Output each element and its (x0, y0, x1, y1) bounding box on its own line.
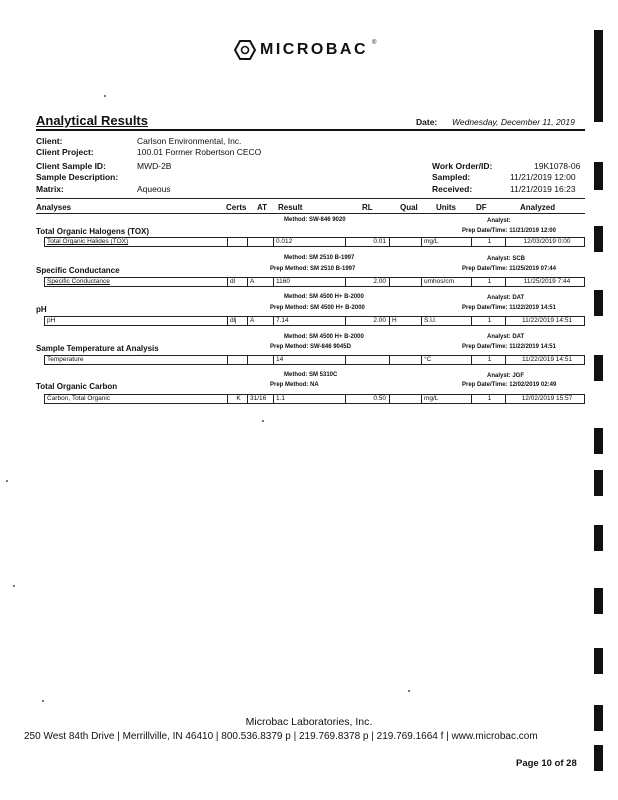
section-prep-method: Prep Method: SM 4500 H+ B-2000 (270, 305, 365, 311)
scan-edge-bar (594, 30, 603, 122)
at-cell: A (247, 277, 273, 287)
section-analyst: Analyst: (487, 218, 511, 224)
qual-cell: H (389, 316, 421, 326)
scan-speck (42, 700, 44, 702)
analyte-cell: pH (47, 317, 56, 324)
col-analyses: Analyses (36, 203, 72, 212)
section-title: pH (36, 305, 47, 314)
units-cell: umhos/cm (421, 277, 471, 287)
df-cell: 1 (471, 355, 505, 365)
units-cell: °C (421, 355, 471, 365)
analyzed-cell: 11/25/2019 7:44 (505, 277, 586, 287)
page-number: Page 10 of 28 (516, 758, 577, 769)
at-cell: 31/16 (247, 394, 273, 404)
scan-speck (408, 690, 410, 692)
qual-cell (389, 237, 421, 247)
result-cell: 1160 (273, 277, 345, 287)
col-result: Result (278, 203, 303, 212)
date-value: Wednesday, December 11, 2019 (452, 117, 575, 127)
page-title: Analytical Results (36, 113, 148, 128)
certs-cell: dlj (227, 316, 247, 326)
scan-edge-bar (594, 525, 603, 551)
rl-cell: 0.50 (345, 394, 389, 404)
sampled-label: Sampled: (432, 172, 471, 182)
scan-edge-bar (594, 162, 603, 190)
scan-edge-bar (594, 290, 603, 316)
section-prep-date: Prep Date/Time: 11/22/2019 14:51 (462, 344, 556, 350)
qual-cell (389, 355, 421, 365)
microbac-logo (234, 40, 376, 60)
table-row (44, 355, 585, 365)
analyte-cell: Temperature (47, 356, 84, 363)
section-method: Method: SM 4500 H+ B-2000 (284, 334, 364, 340)
rl-cell: 0.01 (345, 237, 389, 247)
df-cell: 1 (471, 277, 505, 287)
section-prep-date: Prep Date/Time: 11/25/2019 07:44 (462, 266, 556, 272)
section-analyst: Analyst: SCB (487, 256, 526, 262)
section-title: Total Organic Carbon (36, 382, 118, 391)
column-header-top-rule (36, 198, 585, 199)
scan-edge-bar (594, 648, 603, 674)
footer-company: Microbac Laboratories, Inc. (245, 716, 373, 728)
certs-cell: dl (227, 277, 247, 287)
analyzed-cell: 11/22/2019 14:51 (505, 316, 586, 326)
section-prep-method: Prep Method: NA (270, 382, 319, 388)
df-cell: 1 (471, 394, 505, 404)
section-title: Sample Temperature at Analysis (36, 344, 159, 353)
at-cell (247, 237, 273, 247)
title-rule (36, 129, 585, 131)
analyzed-cell: 12/03/2019 0:00 (505, 237, 586, 247)
df-cell: 1 (471, 237, 505, 247)
column-header-bottom-rule (36, 213, 585, 214)
section-method: Method: SM 2510 B-1997 (284, 255, 355, 261)
table-row (44, 237, 585, 247)
scan-edge-bar (594, 588, 603, 614)
result-cell: 14 (273, 355, 345, 365)
client-label: Client: (36, 136, 63, 146)
workorder-label: Work Order/ID: (432, 161, 493, 171)
received-value: 11/21/2019 16:23 (510, 184, 576, 194)
sample-id-value: MWD-2B (137, 161, 172, 171)
col-certs: Certs (226, 203, 247, 212)
units-cell: mg/L (421, 394, 471, 404)
scan-edge-bar (594, 428, 603, 454)
microbac-hexagon-icon (234, 40, 256, 60)
client-value: Carlson Environmental, Inc. (137, 136, 242, 146)
scan-speck (262, 420, 264, 422)
analyzed-cell: 12/02/2019 15:57 (505, 394, 586, 404)
section-prep-method: Prep Method: SW-846 9045D (270, 344, 351, 350)
rl-cell: 2.00 (345, 277, 389, 287)
at-cell (247, 355, 273, 365)
qual-cell (389, 394, 421, 404)
certs-cell (227, 237, 247, 247)
section-prep-date: Prep Date/Time: 11/21/2019 12:00 (462, 228, 556, 234)
matrix-value: Aqueous (137, 184, 171, 194)
result-cell: 1.1 (273, 394, 345, 404)
section-prep-date: Prep Date/Time: 11/22/2019 14:51 (462, 305, 556, 311)
col-at: AT (257, 203, 268, 212)
df-cell: 1 (471, 316, 505, 326)
logo-text: MICROBAC (260, 41, 368, 58)
sample-id-label: Client Sample ID: (36, 161, 106, 171)
date-label: Date: (416, 117, 438, 127)
section-analyst: Analyst: DAT (487, 295, 525, 301)
col-units: Units (436, 203, 456, 212)
table-row (44, 394, 585, 404)
certs-cell (227, 355, 247, 365)
matrix-label: Matrix: (36, 184, 64, 194)
section-analyst: Analyst: JGF (487, 373, 525, 379)
section-prep-date: Prep Date/Time: 12/02/2019 02:49 (462, 382, 557, 388)
section-title: Specific Conductance (36, 266, 120, 275)
section-analyst: Analyst: DAT (487, 334, 525, 340)
scan-speck (6, 480, 8, 482)
logo-registered-mark: ® (372, 40, 377, 46)
scan-edge-bar (594, 745, 603, 771)
received-label: Received: (432, 184, 473, 194)
col-rl: RL (362, 203, 373, 212)
rl-cell: 2.00 (345, 316, 389, 326)
scan-edge-bar (594, 705, 603, 731)
project-label: Client Project: (36, 147, 94, 157)
description-label: Sample Description: (36, 172, 119, 182)
units-cell: S.U. (421, 316, 471, 326)
section-method: Method: SW-846 9020 (284, 217, 346, 223)
section-method: Method: SM 4500 H+ B-2000 (284, 294, 364, 300)
footer-address: 250 West 84th Drive | Merrillville, IN 46410 | 800.536.8379 p | 219.769.8378 p | 219.769.1664 f | www.microbac.com (24, 731, 538, 742)
scan-speck (13, 585, 15, 587)
section-prep-method: Prep Method: SM 2510 B-1997 (270, 266, 356, 272)
result-cell: 7.14 (273, 316, 345, 326)
workorder-value: 19K1078-06 (534, 161, 581, 171)
scan-edge-bar (594, 355, 603, 381)
col-analyzed: Analyzed (520, 203, 556, 212)
analyte-cell: Total Organic Halides (TOX) (47, 238, 129, 245)
at-cell: A (247, 316, 273, 326)
analyzed-cell: 11/22/2019 14:51 (505, 355, 586, 365)
scan-edge-bar (594, 470, 603, 496)
scan-edge-bar (594, 226, 603, 252)
units-cell: mg/L (421, 237, 471, 247)
section-title: Total Organic Halogens (TOX) (36, 227, 150, 236)
table-row (44, 316, 585, 326)
rl-cell (345, 355, 389, 365)
col-df: DF (476, 203, 487, 212)
table-row (44, 277, 585, 287)
scan-speck (104, 95, 106, 97)
col-qual: Qual (400, 203, 418, 212)
result-cell: 0.012 (273, 237, 345, 247)
qual-cell (389, 277, 421, 287)
analyte-cell: Specific Conductance (47, 278, 110, 285)
project-value: 100.01 Former Robertson CECO (137, 147, 262, 157)
certs-cell: K (227, 394, 247, 404)
analyte-cell: Carbon, Total Organic (47, 395, 111, 402)
sampled-value: 11/21/2019 12:00 (510, 172, 576, 182)
section-method: Method: SM 5310C (284, 372, 338, 378)
